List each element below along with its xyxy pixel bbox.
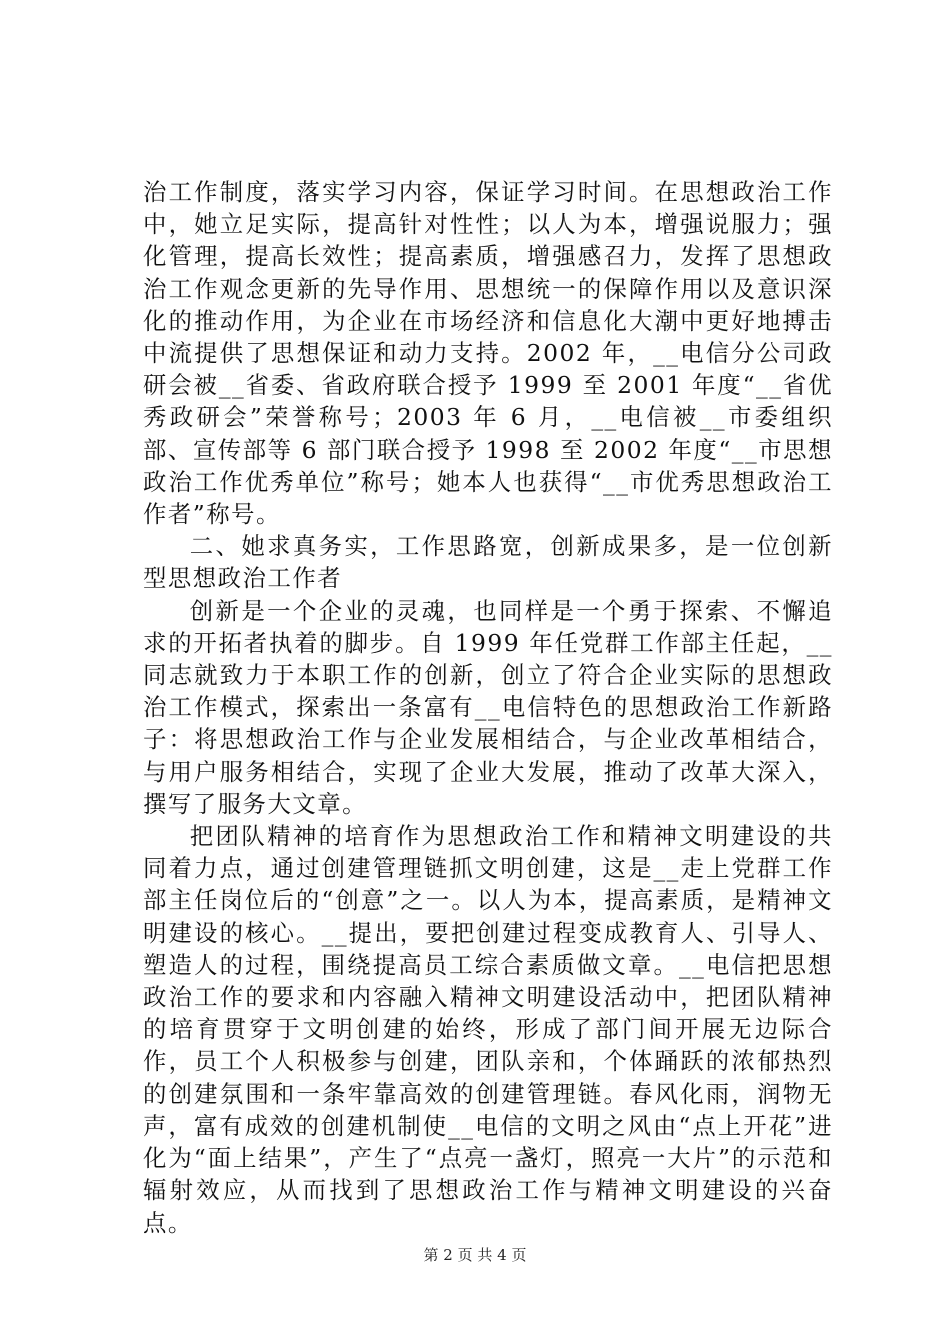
paragraph-team-spirit: 把团队精神的培育作为思想政治工作和精神文明建设的共同着力点，通过创建管理链抓文明创建，这是__走上党群工作部主任岗位后的“创意”之一。以人为本，提高素质，是精神文明建设的核心。__提出，要把创建过程变成教育人、引导人、塑造人的过程，围绕提高员工综合素质做文章。__电信把思想政治工作的要求和内容融入精神文明建设活动中，把团队精神的培育贯穿于文明创建的始终，形成了部门间开展无边际合作，员工个人积极参与创建，团队亲和，个体踊跃的浓郁热烈的创建氛围和一条牢靠高效的创建管理链。春风化雨，润物无声，富有成效的创建机制使__电信的文明之风由“点上开花”进化为“面上结果”，产生了“点亮一盏灯，照亮一大片”的示范和辐射效应，从而找到了思想政治工作与精神文明建设的兴奋点。 [143,822,833,1237]
document-body [143,176,833,1239]
page-number-footer: 第 2 页 共 4 页 [423,1246,527,1264]
paragraph-continuation: 治工作制度，落实学习内容，保证学习时间。在思想政治工作中，她立足实际，提高针对性性；以人为本，增强说服力；强化管理，提高长效性；提高素质，增强感召力，发挥了思想政治工作观念更新的先导作用、思想统一的保障作用以及意识深化的推动作用，为企业在市场经济和信息化大潮中更好地搏击中流提供了思想保证和动力支持。2002 年，__电信分公司政研会被__省委、省政府联合授予 1999 至 2001 年度“__省优秀政研会”荣誉称号；2003 年 6 月，__电信被__市委组织部、宣传部等 6 部门联合授予 1998 至 2002 年度“__市思想政治工作优秀单位”称号；她本人也获得“__市优秀思想政治工作者”称号。 [143,178,833,529]
section-heading-2: 二、她求真务实，工作思路宽，创新成果多，是一位创新型思想政治工作者 [143,532,833,593]
paragraph-innovation: 创新是一个企业的灵魂，也同样是一个勇于探索、不懈追求的开拓者执着的脚步。自 1999 年任党群工作部主任起，__同志就致力于本职工作的创新，创立了符合企业实际的思想政治工作模式，探索出一条富有__电信特色的思想政治工作新路子：将思想政治工作与企业发展相结合，与企业改革相结合，与用户服务相结合，实现了企业大发展，推动了改革大深入，撰写了服务大文章。 [143,596,833,818]
